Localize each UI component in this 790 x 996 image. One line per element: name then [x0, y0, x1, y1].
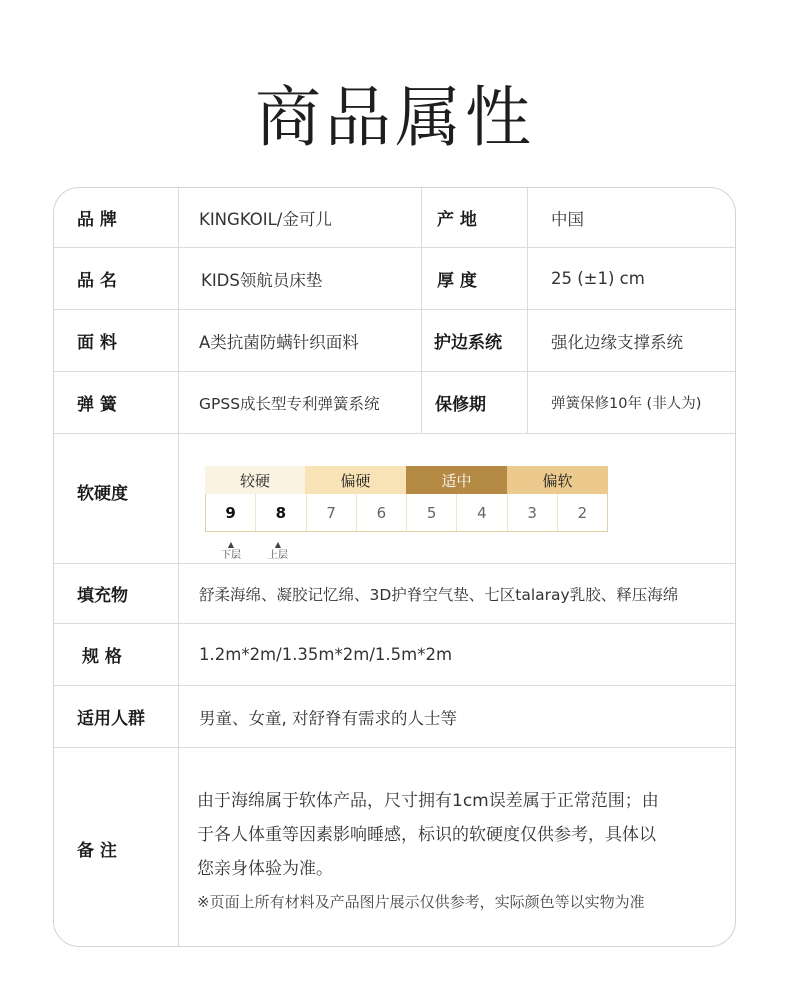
- filling-label: 填充物: [77, 586, 128, 606]
- audience-label: 适用人群: [77, 709, 145, 729]
- triangle-up-icon: ▲: [274, 540, 282, 549]
- hardness-level: 9: [206, 494, 256, 531]
- table-row-hardness: [54, 434, 735, 564]
- upper-layer-label: 上层: [268, 550, 288, 561]
- size-label: 规 格: [82, 647, 122, 667]
- name-label: 品 名: [77, 271, 117, 291]
- remark-content: [197, 784, 732, 918]
- fabric-value: A类抗菌防螨针织面料: [199, 332, 359, 352]
- hardness-number-row: [205, 494, 608, 532]
- hardness-level: 7: [307, 494, 357, 531]
- hardness-group-hard: 偏硬: [305, 466, 406, 494]
- attribute-table: [53, 187, 736, 947]
- table-row-remark: [54, 748, 735, 947]
- edge-label: 护边系统: [434, 333, 502, 353]
- upper-layer-marker: [258, 539, 298, 561]
- remark-label: 备 注: [77, 840, 117, 861]
- size-value: 1.2m*2m/1.35m*2m/1.5m*2m: [199, 645, 453, 664]
- fabric-label: 面 料: [77, 333, 117, 353]
- hardness-level: 3: [508, 494, 558, 531]
- thickness-value: 25 (±1) cm: [551, 269, 645, 288]
- table-row-spring: [54, 372, 735, 434]
- hardness-group-soft: 偏软: [507, 466, 608, 494]
- hardness-label: 软硬度: [77, 484, 128, 504]
- remark-line: 由于海绵属于软体产品，尺寸拥有1cm误差属于正常范围；由: [197, 791, 659, 811]
- lower-layer-marker: [211, 539, 251, 561]
- thickness-label: 厚 度: [437, 271, 477, 291]
- hardness-level: 6: [357, 494, 407, 531]
- table-row-fabric: [54, 310, 735, 372]
- filling-value: 舒柔海绵、凝胶记忆绵、3D护脊空气垫、七区talaray乳胶、释压海绵: [199, 585, 679, 604]
- table-row-name: [54, 248, 735, 310]
- spring-value: GPSS成长型专利弹簧系统: [199, 394, 380, 413]
- hardness-group-medium: 适中: [406, 466, 507, 494]
- hardness-level: 2: [577, 503, 588, 522]
- origin-value: 中国: [551, 209, 584, 229]
- hardness-scale: [205, 466, 608, 561]
- warranty-value: 弹簧保修10年 (非人为): [551, 396, 702, 412]
- table-row-filling: [54, 564, 735, 624]
- warranty-label: 保修期: [435, 395, 486, 415]
- name-value: KIDS领航员床垫: [201, 270, 323, 290]
- lower-layer-label: 下层: [221, 550, 241, 561]
- table-row-brand: [54, 188, 735, 248]
- edge-value: 强化边缘支撑系统: [551, 332, 683, 352]
- brand-label: 品 牌: [77, 210, 117, 230]
- table-row-audience: [54, 686, 735, 748]
- hardness-group-header: [205, 466, 608, 494]
- hardness-group-very-hard: 较硬: [205, 466, 305, 494]
- audience-value: 男童、女童, 对舒脊有需求的人士等: [199, 708, 457, 728]
- remark-line: 您亲身体验为准。: [197, 859, 333, 879]
- brand-value: KINGKOIL/金可儿: [199, 209, 332, 229]
- hardness-level: 5: [407, 494, 457, 531]
- hardness-level: 4: [457, 494, 507, 531]
- origin-label: 产 地: [437, 210, 477, 230]
- page-title: 商品属性: [255, 79, 535, 156]
- remark-note: ※页面上所有材料及产品图片展示仅供参考，实际颜色等以实物为准: [197, 893, 645, 911]
- spring-label: 弹 簧: [77, 395, 117, 415]
- hardness-level: 8: [256, 494, 306, 531]
- table-row-size: [54, 624, 735, 686]
- triangle-up-icon: ▲: [227, 540, 235, 549]
- remark-line: 于各人体重等因素影响睡感，标识的软硬度仅供参考，具体以: [197, 825, 656, 845]
